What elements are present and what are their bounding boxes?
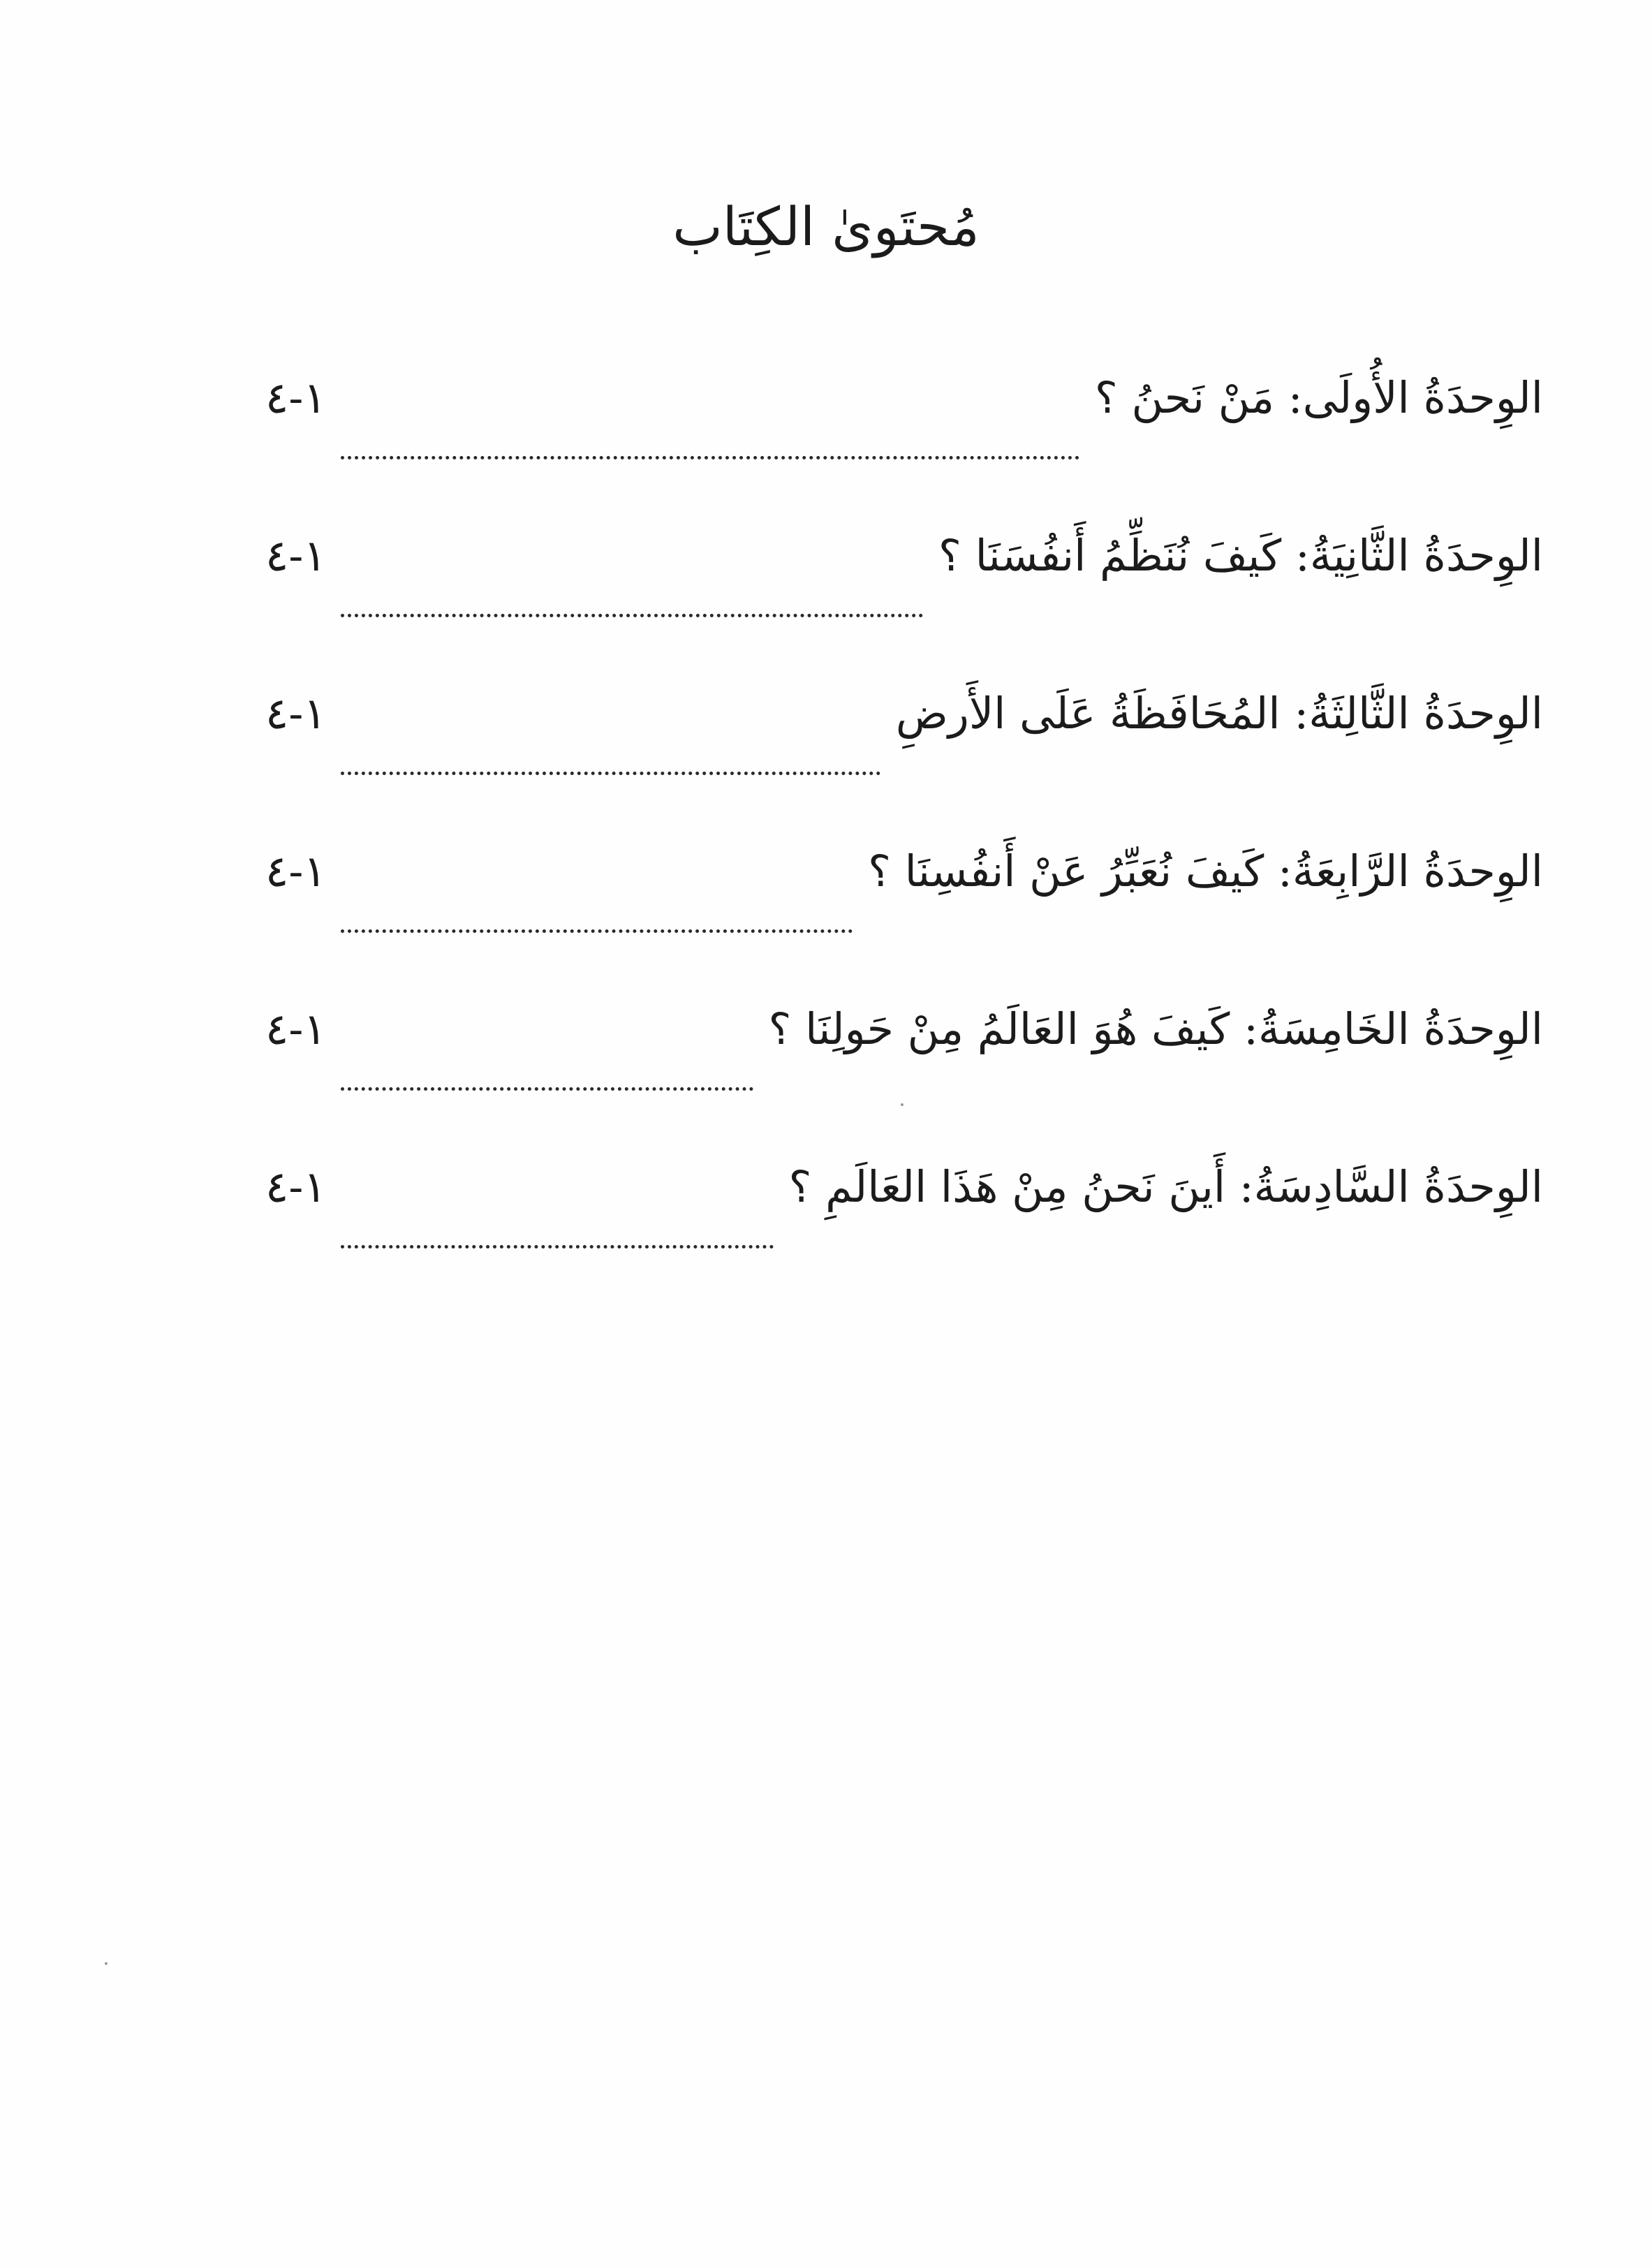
toc-entry-unit-3: [265, 679, 1543, 837]
dot-leader: [341, 772, 880, 775]
dot-leader: [341, 1245, 774, 1249]
toc-entry-pages: ١-٤: [265, 372, 327, 423]
toc-entry-unit-4: [265, 837, 1543, 994]
toc-entry-pages: ١-٤: [265, 1161, 327, 1212]
toc-entry-unit-6: [265, 1152, 1543, 1310]
page-title: مُحتَوىٰ الكِتَاب: [672, 196, 980, 258]
dot-leader: [341, 1087, 753, 1091]
scan-speck: [901, 1103, 904, 1106]
toc-entry-title: الوِحدَةُ الثَّالِثَةُ: المُحَافَظَةُ عَلَى الأَرضِ: [895, 688, 1543, 739]
toc-entry-unit-5: [265, 994, 1543, 1152]
dot-leader: [341, 929, 853, 933]
dot-leader: [341, 614, 923, 617]
toc-entry-unit-1: [265, 363, 1543, 521]
scan-speck: [105, 1962, 108, 1965]
toc-entry-unit-2: [265, 521, 1543, 679]
toc-entry-title: الوِحدَةُ السَّادِسَةُ: أَينَ نَحنُ مِنْ هَذَا العَالَمِ ؟: [788, 1161, 1543, 1212]
toc-entry-title: الوِحدَةُ الرَّابِعَةُ: كَيفَ نُعَبِّرُ عَنْ أَنفُسِنَا ؟: [868, 846, 1543, 897]
dot-leader: [341, 456, 1079, 459]
toc-entry-title: الوِحدَةُ الأُولَى: مَنْ نَحنُ ؟: [1094, 372, 1543, 423]
toc-entry-pages: ١-٤: [265, 530, 327, 581]
toc-entry-title: الوِحدَةُ الخَامِسَةُ: كَيفَ هُوَ العَالَمُ مِنْ حَولِنَا ؟: [768, 1003, 1543, 1054]
table-of-contents: [265, 363, 1543, 1310]
toc-entry-pages: ١-٤: [265, 1003, 327, 1054]
toc-entry-title: الوِحدَةُ الثَّانِيَةُ: كَيفَ نُنَظِّمُ أَنفُسَنَا ؟: [938, 530, 1543, 581]
toc-entry-pages: ١-٤: [265, 688, 327, 739]
toc-entry-pages: ١-٤: [265, 846, 327, 897]
